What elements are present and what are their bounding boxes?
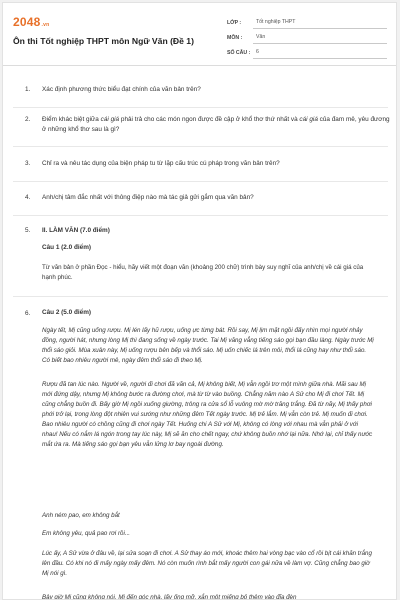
divider [13, 181, 388, 182]
question-number: 2. [25, 116, 31, 123]
divider [13, 107, 388, 108]
meta-count-row [227, 45, 387, 60]
site-logo[interactable]: 2048.vn [13, 15, 50, 29]
divider [13, 296, 388, 297]
passage-verse-line: Anh ném pao, em không bắt [42, 512, 120, 519]
meta-value: Văn [253, 32, 387, 44]
section-title: II. LÀM VĂN (7.0 điểm) [42, 227, 110, 234]
question-prompt: Từ văn bản ở phần Đọc - hiểu, hãy viết một đoạn văn (khoảng 200 chữ) trình bày suy nghĩ của anh/chị về cái giá của hạnh phúc. [42, 264, 364, 281]
question-number: 3. [25, 160, 31, 167]
sub-question-title: Câu 2 (5.0 điểm) [42, 309, 92, 316]
passage-paragraph: Rượu đã tan lúc nào. Người về, người đi chơi đã vãn cả, Mị không biết, Mị vẫn ngồi trơ một mình giữa nhà. Mãi sau Mị mới đứng dậy, nhưng Mị không bước ra đường chơi, mà từ từ vào buồng. Chẳng năm nào A Sử cho Mị đi chơi Tết. Mị cũng chẳng buồn đi. Bấy giờ Mị ngồi xuống giường, trông ra cửa sổ lỗ vuông mờ mờ trăng trắng. Đã từ nãy, Mị thấy phơi phới trở lại, trong lòng đột nhiên vui sướng như những đêm Tết ngày trước. Mị trẻ lắm. Mị vẫn còn trẻ. Mị muốn đi chơi. Bao nhiêu người có chồng cũng đi chơi ngày Tết. Huống chi A Sử với Mị, không có lòng với nhau mà vẫn phải ở với nhau! Nếu có nắm lá ngón trong tay lúc này, Mị sẽ ăn cho chết ngay, chứ không buồn nhớ lại nữa. Nhớ lại, chỉ thấy nước mắt ứa ra. Mà tiếng sáo gọi bạn yêu vẫn lửng lơ bay ngoài đường. [42, 381, 373, 448]
divider [13, 215, 388, 216]
passage-paragraph: Ngày tết, Mị cũng uống rượu. Mị lén lấy hũ rượu, uống ực từng bát. Rồi say, Mị lịm mặt ngồi đấy nhìn mọi người nhảy đồng, người hát, nhưng lòng Mị thì đang sống về ngày trước. Tai Mị văng vẳng tiếng sáo gọi bạn đầu làng. Ngày trước Mị thổi sáo giỏi. Mùa xuân này, Mị uống rượu bên bếp và thổi sáo. Mị uốn chiếc lá trên môi, thổi lá cũng hay như thổi sáo. Có biết bao nhiêu người mê, ngày đêm thổi sáo đi theo Mị. [42, 327, 374, 364]
meta-label: SỐ CÂU : [227, 49, 251, 56]
passage-verse-line: Em không yêu, quả pao rơi rồi... [42, 530, 131, 537]
meta-subject-row [227, 30, 387, 45]
question-text: Anh/chị tâm đắc nhất với thông điệp nào mà tác giả gửi gắm qua văn bản? [42, 194, 254, 201]
passage-paragraph: Lúc ấy, A Sử vừa ở đâu về, lại sửa soạn đi chơi. A Sử thay áo mới, khoác thêm hai vòng bạc vào cổ rồi bịt cái khăn trắng lên đầu. Có khi nó đi mấy ngày mấy đêm. Nó còn muốn rình bắt mấy người con gái nữa về làm vợ. Cũng chẳng bao giờ Mị nói gì. [42, 550, 372, 577]
question-text: Xác định phương thức biểu đạt chính của văn bản trên? [42, 86, 201, 93]
meta-label: MÔN : [227, 34, 243, 41]
question-number: 1. [25, 86, 31, 93]
question-text: Chỉ ra và nêu tác dụng của biện pháp tu từ lặp cấu trúc cú pháp trong văn bản trên? [42, 160, 280, 167]
question-number: 5. [25, 227, 31, 234]
meta-value: Tốt nghiệp THPT [253, 17, 387, 29]
passage-paragraph: Bây giờ Mị cũng không nói. Mị đến góc nhà, lấy ống mỡ, xắn một miếng bỏ thêm vào đĩa đèn [42, 594, 297, 600]
worksheet-page [2, 2, 397, 600]
exam-title: Ôn thi Tốt nghiệp THPT môn Ngữ Văn (Đề 1) [13, 36, 194, 46]
meta-value: 6 [253, 47, 387, 59]
divider [13, 146, 388, 147]
exam-meta [227, 15, 387, 60]
sub-question-title: Câu 1 (2.0 điểm) [42, 244, 92, 251]
question-text: Điểm khác biệt giữa cái giá phải trả cho các món ngon được đề cập ở khổ thơ thứ nhất và cái giá của đam mê, yêu đương ở những khổ thơ sau là gì? [42, 116, 390, 133]
meta-class-row [227, 15, 387, 30]
worksheet-header [3, 3, 397, 66]
question-number: 4. [25, 194, 31, 201]
question-number: 6. [25, 310, 31, 317]
meta-label: LỚP : [227, 19, 242, 26]
